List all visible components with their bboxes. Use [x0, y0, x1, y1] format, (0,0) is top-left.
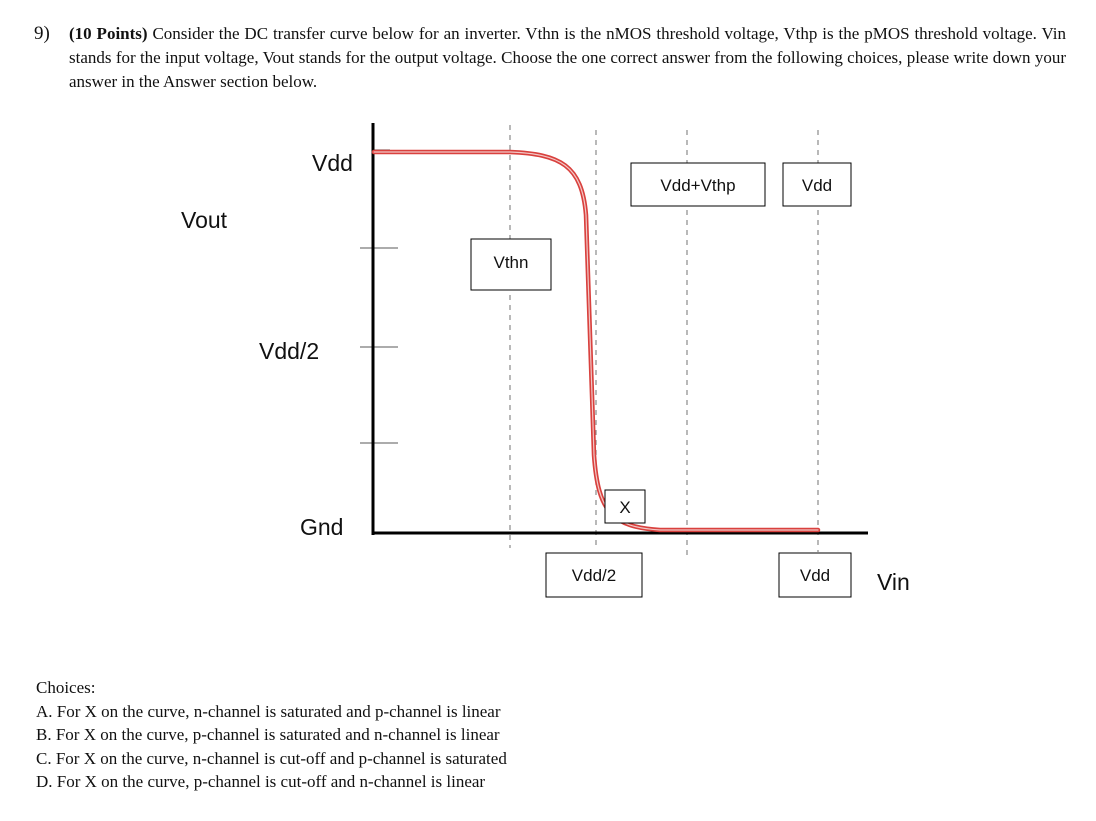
vdd-top-label: Vdd — [801, 176, 833, 195]
question-body: Consider the DC transfer curve below for an inverter. Vthn is the nMOS threshold voltage, Vthp is the pMOS threshold voltage. Vin stands for the input voltage, Vout stands for the output voltage. Choose the one correct answer from the following choices, please write down your answer in the Answer section below. — [69, 24, 1066, 91]
vdd-bottom-label: Vdd — [799, 566, 831, 585]
choices-block — [36, 676, 736, 794]
vthn-label: Vthn — [493, 253, 529, 272]
x-marker-label: X — [619, 498, 631, 517]
choices-heading: Choices: — [36, 678, 96, 697]
question-points: (10 Points) — [69, 24, 148, 43]
choice-c: C. For X on the curve, n-channel is cut-off and p-channel is saturated — [36, 748, 507, 768]
choice-b: B. For X on the curve, p-channel is saturated and n-channel is linear — [36, 725, 500, 744]
choice-d: D. For X on the curve, p-channel is cut-off and n-channel is linear — [36, 772, 486, 791]
y-axis-title: Vout — [181, 207, 228, 233]
x-axis-title: Vin — [877, 569, 910, 595]
y-label-gnd: Gnd — [300, 514, 344, 540]
y-label-vdd-half: Vdd/2 — [259, 338, 320, 364]
vdd-vthp-label: Vdd+Vthp — [660, 176, 736, 195]
question-number: 9) — [34, 23, 50, 44]
choice-a: A. For X on the curve, n-channel is saturated and p-channel is linear — [36, 701, 501, 721]
y-label-vdd: Vdd — [312, 150, 353, 176]
vdd-half-bottom-label: Vdd/2 — [571, 566, 617, 585]
